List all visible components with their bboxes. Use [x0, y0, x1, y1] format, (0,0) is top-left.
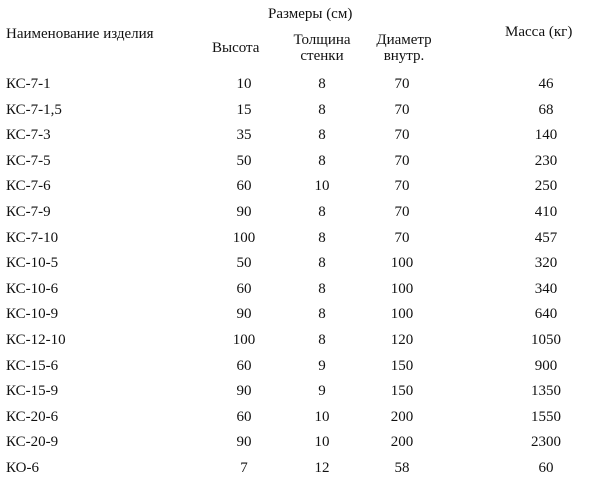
cell-mass: 230: [534, 152, 558, 169]
cell-wall-thickness: 8: [318, 331, 326, 348]
header-inner-diameter: [366, 32, 442, 64]
cell-wall-thickness: 10: [314, 178, 330, 195]
cell-wall-thickness: 12: [314, 459, 330, 476]
table-row: [0, 430, 600, 456]
table-row: [0, 405, 600, 431]
table-row: [0, 251, 600, 277]
table-row: [0, 226, 600, 252]
cell-height: 90: [236, 203, 252, 220]
header-wall-thickness-line1: Толщина: [293, 32, 351, 48]
cell-height: 35: [236, 127, 252, 144]
table-row: [0, 98, 600, 124]
cell-wall-thickness: 8: [318, 127, 326, 144]
cell-inner-diameter: 70: [394, 229, 410, 246]
cell-product-name: КС-12-10: [6, 331, 66, 348]
cell-product-name: КС-20-9: [6, 434, 59, 451]
cell-height: 90: [236, 383, 252, 400]
cell-mass: 457: [534, 229, 558, 246]
cell-inner-diameter: 200: [390, 434, 414, 451]
header-wall-thickness-line2: стенки: [300, 48, 344, 64]
cell-wall-thickness: 9: [318, 383, 326, 400]
cell-height: 50: [236, 255, 252, 272]
cell-product-name: КС-10-5: [6, 255, 59, 272]
cell-mass: 46: [538, 76, 554, 92]
cell-height: 60: [236, 408, 252, 425]
cell-product-name: КС-15-9: [6, 383, 59, 400]
header-inner-diameter-line1: Диаметр: [376, 32, 432, 48]
header-wall-thickness: [284, 32, 360, 64]
cell-inner-diameter: 70: [394, 152, 410, 169]
table-row: [0, 379, 600, 405]
cell-inner-diameter: 70: [394, 127, 410, 144]
cell-height: 60: [236, 357, 252, 374]
cell-height: 10: [236, 76, 252, 92]
cell-inner-diameter: 70: [394, 203, 410, 220]
header-inner-diameter-line2: внутр.: [383, 48, 425, 64]
table-row: [0, 302, 600, 328]
cell-inner-diameter: 120: [390, 331, 414, 348]
cell-product-name: КС-20-6: [6, 408, 59, 425]
cell-height: 15: [236, 101, 252, 118]
cell-mass: 140: [534, 127, 558, 144]
table-row: [0, 72, 600, 98]
cell-inner-diameter: 70: [394, 76, 410, 92]
cell-inner-diameter: 100: [390, 306, 414, 323]
cell-mass: 60: [538, 459, 554, 476]
cell-mass: 340: [534, 280, 558, 297]
cell-product-name: КС-7-10: [6, 229, 59, 246]
table-row: [0, 328, 600, 354]
header-dimensions-group: Размеры (см): [268, 6, 353, 22]
cell-mass: 1550: [531, 408, 561, 425]
cell-inner-diameter: 100: [390, 255, 414, 272]
cell-height: 7: [240, 459, 248, 476]
table-row: [0, 149, 600, 175]
cell-mass: 640: [534, 306, 558, 323]
cell-wall-thickness: 8: [318, 280, 326, 297]
cell-product-name: КО-6: [6, 459, 39, 476]
cell-height: 100: [232, 331, 256, 348]
cell-inner-diameter: 58: [394, 459, 410, 476]
cell-mass: 68: [538, 101, 554, 118]
cell-wall-thickness: 10: [314, 408, 330, 425]
cell-mass: 1350: [531, 383, 561, 400]
table-row: [0, 354, 600, 380]
cell-product-name: КС-7-9: [6, 203, 51, 220]
cell-product-name: КС-7-1: [6, 76, 51, 92]
cell-mass: 1050: [531, 331, 561, 348]
cell-inner-diameter: 200: [390, 408, 414, 425]
cell-height: 90: [236, 306, 252, 323]
cell-product-name: КС-7-1,5: [6, 101, 62, 118]
cell-product-name: КС-7-6: [6, 178, 51, 195]
cell-wall-thickness: 8: [318, 76, 326, 92]
cell-mass: 2300: [531, 434, 561, 451]
cell-mass: 410: [534, 203, 558, 220]
cell-wall-thickness: 8: [318, 203, 326, 220]
cell-inner-diameter: 70: [394, 178, 410, 195]
cell-inner-diameter: 70: [394, 101, 410, 118]
table-row: [0, 174, 600, 200]
cell-product-name: КС-10-9: [6, 306, 59, 323]
cell-wall-thickness: 8: [318, 152, 326, 169]
cell-wall-thickness: 10: [314, 434, 330, 451]
cell-height: 60: [236, 178, 252, 195]
cell-height: 60: [236, 280, 252, 297]
header-product-name: Наименование изделия: [6, 26, 154, 42]
cell-height: 100: [232, 229, 256, 246]
cell-height: 50: [236, 152, 252, 169]
cell-mass: 320: [534, 255, 558, 272]
cell-mass: 900: [534, 357, 558, 374]
cell-inner-diameter: 150: [390, 357, 414, 374]
cell-wall-thickness: 8: [318, 306, 326, 323]
table-body: [0, 72, 600, 482]
cell-wall-thickness: 9: [318, 357, 326, 374]
cell-wall-thickness: 8: [318, 255, 326, 272]
cell-product-name: КС-15-6: [6, 357, 59, 374]
cell-wall-thickness: 8: [318, 229, 326, 246]
cell-inner-diameter: 100: [390, 280, 414, 297]
cell-product-name: КС-7-3: [6, 127, 51, 144]
cell-height: 90: [236, 434, 252, 451]
cell-product-name: КС-7-5: [6, 152, 51, 169]
cell-inner-diameter: 150: [390, 383, 414, 400]
table-row: [0, 200, 600, 226]
cell-product-name: КС-10-6: [6, 280, 59, 297]
header-mass: Масса (кг): [505, 24, 573, 40]
header-height: Высота: [212, 40, 260, 56]
table-row: [0, 123, 600, 149]
table-row: [0, 277, 600, 303]
table-row: [0, 456, 600, 482]
cell-mass: 250: [534, 178, 558, 195]
cell-wall-thickness: 8: [318, 101, 326, 118]
